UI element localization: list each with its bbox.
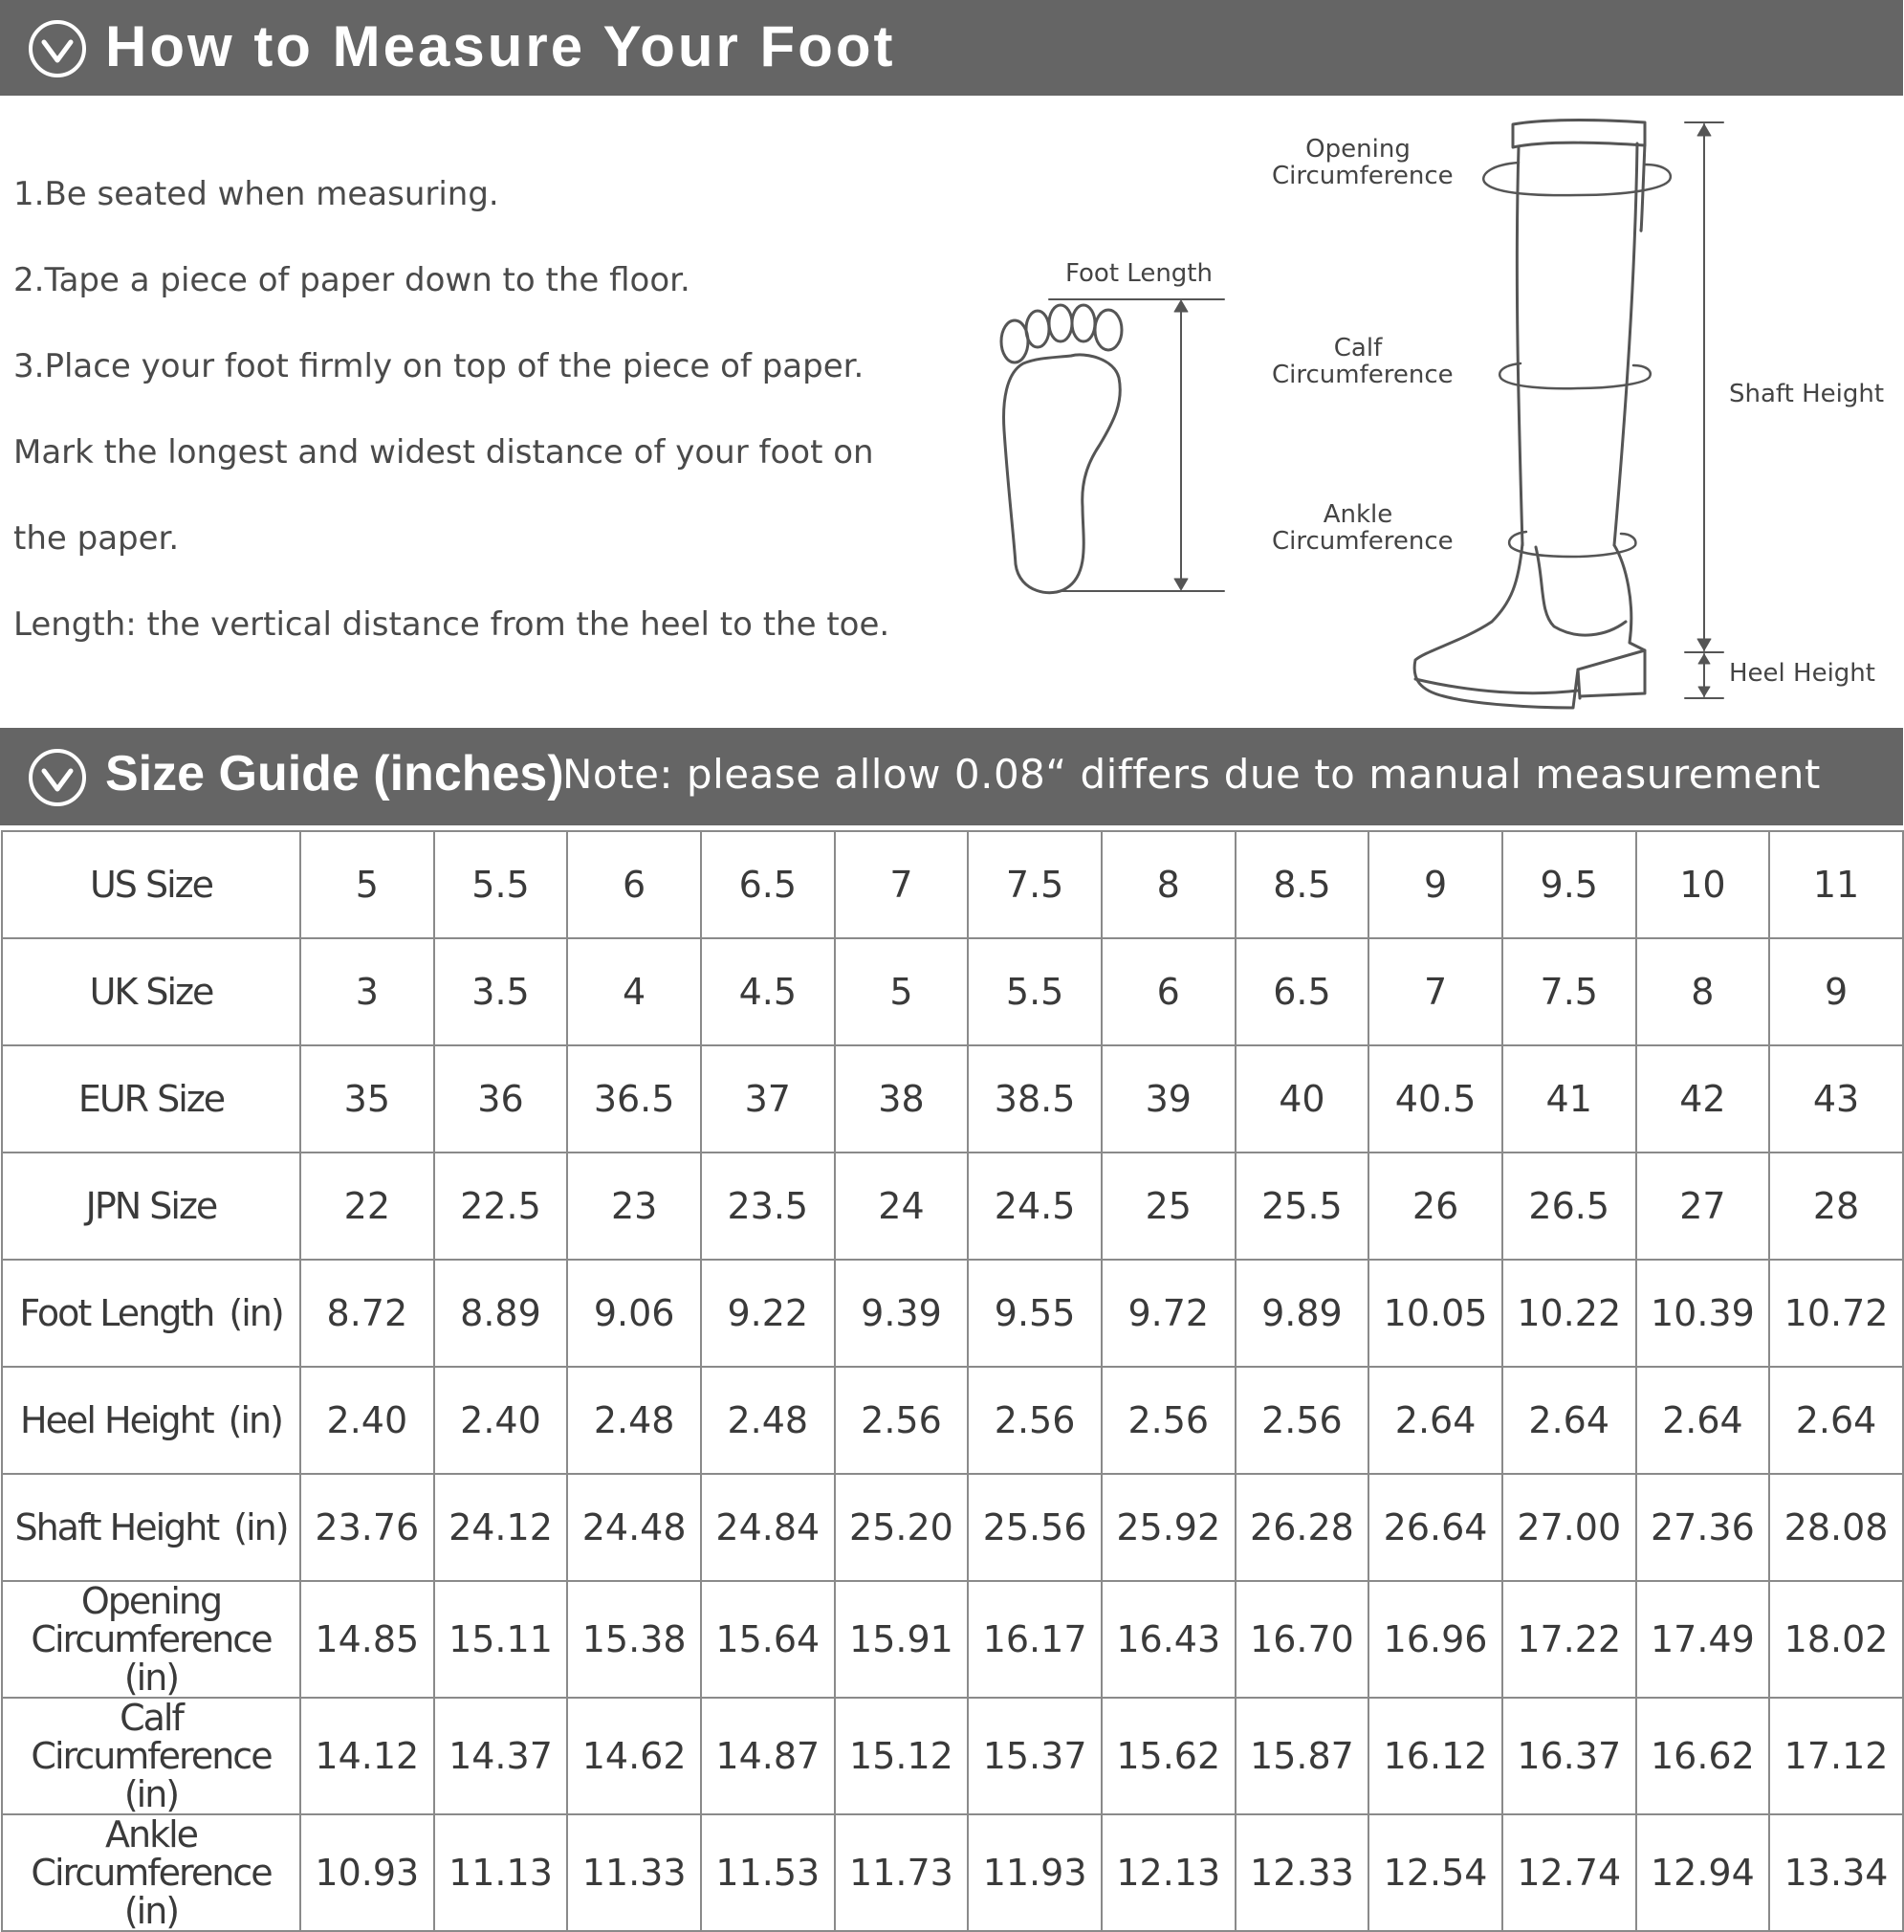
table-cell: 12.74 [1502,1814,1636,1931]
table-cell: 9 [1368,831,1502,938]
table-cell: 37 [701,1045,835,1153]
table-cell: 2.48 [701,1367,835,1474]
table-cell: 38 [835,1045,969,1153]
table-cell: 25.56 [968,1474,1102,1581]
table-cell: 26 [1368,1153,1502,1260]
instruction-line: Mark the longest and widest distance of your foot on [13,433,874,472]
table-cell: 11.33 [567,1814,701,1931]
table-cell: 15.87 [1236,1698,1369,1814]
row-label [2,1153,300,1260]
table-row [2,1260,1903,1367]
row-label-unit: (in) [233,1506,288,1548]
table-cell: 25.20 [835,1474,969,1581]
table-cell: 42 [1636,1045,1770,1153]
table-cell: 12.33 [1236,1814,1369,1931]
table-cell: 2.40 [300,1367,434,1474]
instruction-line: 1.Be seated when measuring. [13,175,499,213]
row-label [2,1581,300,1698]
size-guide-title: Size Guide (inches) [105,746,564,801]
row-label-line1: Opening [80,1580,222,1622]
table-cell: 24.5 [968,1153,1102,1260]
row-label-line1: Ankle [104,1813,198,1855]
table-cell: 15.38 [567,1581,701,1698]
table-cell: 2.48 [567,1367,701,1474]
table-cell: 10.22 [1502,1260,1636,1367]
table-cell: 2.64 [1769,1367,1903,1474]
table-cell: 27 [1636,1153,1770,1260]
table-cell: 22 [300,1153,434,1260]
table-cell: 4.5 [701,938,835,1045]
calf-label-line2: Circumference [1272,361,1454,389]
row-label [2,1814,300,1931]
table-cell: 16.43 [1102,1581,1236,1698]
table-cell: 28 [1769,1153,1903,1260]
size-guide-note: Note: please allow 0.08“ differs due to manual measurement [562,751,1821,798]
table-cell: 43 [1769,1045,1903,1153]
table-cell: 9.55 [968,1260,1102,1367]
table-cell: 8.72 [300,1260,434,1367]
opening-circumference-label [1272,135,1454,190]
table-cell: 15.37 [968,1698,1102,1814]
table-cell: 24.84 [701,1474,835,1581]
table-row [2,1367,1903,1474]
table-cell: 6 [567,831,701,938]
table-cell: 27.36 [1636,1474,1770,1581]
row-label-text: Shaft Height [14,1506,219,1548]
instruction-line: 2.Tape a piece of paper down to the floor. [13,261,690,299]
table-cell: 11.53 [701,1814,835,1931]
row-label-line1: Calf [120,1697,183,1739]
table-cell: 17.12 [1769,1698,1903,1814]
table-cell: 36 [434,1045,568,1153]
table-cell: 7.5 [1502,938,1636,1045]
table-cell: 11.93 [968,1814,1102,1931]
table-row [2,831,1903,938]
table-cell: 25 [1102,1153,1236,1260]
table-cell: 4 [567,938,701,1045]
table-cell: 2.40 [434,1367,568,1474]
table-row [2,938,1903,1045]
table-cell: 9.5 [1502,831,1636,938]
table-cell: 15.64 [701,1581,835,1698]
table-cell: 3.5 [434,938,568,1045]
measurement-diagram [995,105,1903,717]
table-cell: 2.64 [1636,1367,1770,1474]
size-guide-banner [0,728,1903,825]
opening-label-line2: Circumference [1272,162,1454,190]
table-cell: 26.64 [1368,1474,1502,1581]
table-cell: 40 [1236,1045,1369,1153]
table-cell: 10.93 [300,1814,434,1931]
table-cell: 14.62 [567,1698,701,1814]
table-cell: 25.5 [1236,1153,1369,1260]
table-cell: 12.54 [1368,1814,1502,1931]
table-cell: 10.72 [1769,1260,1903,1367]
table-cell: 6 [1102,938,1236,1045]
table-cell: 9.06 [567,1260,701,1367]
measure-header-banner [0,0,1903,96]
table-row [2,1581,1903,1698]
row-label [2,1367,300,1474]
boot-outline-icon [1414,121,1645,708]
table-cell: 41 [1502,1045,1636,1153]
row-label-line2: Circumference (in) [31,1618,272,1699]
ankle-label-line1: Ankle [1323,500,1393,529]
table-cell: 6.5 [1236,938,1369,1045]
table-cell: 27.00 [1502,1474,1636,1581]
table-cell: 9 [1769,938,1903,1045]
table-cell: 38.5 [968,1045,1102,1153]
chevron-down-circle-icon [27,18,88,79]
table-cell: 15.12 [835,1698,969,1814]
row-label-unit: (in) [229,1292,283,1334]
table-cell: 9.89 [1236,1260,1369,1367]
heel-height-label: Heel Height [1729,659,1875,688]
table-cell: 5 [835,938,969,1045]
row-label-text: UK Size [89,971,213,1013]
row-label-text: JPN Size [85,1185,217,1227]
table-cell: 26.5 [1502,1153,1636,1260]
table-cell: 11 [1769,831,1903,938]
table-cell: 7 [1368,938,1502,1045]
table-cell: 15.11 [434,1581,568,1698]
ankle-circumference-label [1272,500,1454,556]
size-table-body [2,831,1903,1931]
row-label-line2: Circumference (in) [31,1735,272,1815]
table-cell: 15.62 [1102,1698,1236,1814]
opening-label-line1: Opening [1305,135,1411,164]
table-cell: 5.5 [968,938,1102,1045]
table-cell: 24 [835,1153,969,1260]
table-cell: 8 [1636,938,1770,1045]
table-cell: 16.17 [968,1581,1102,1698]
page-title: How to Measure Your Foot [105,14,896,78]
table-cell: 5 [300,831,434,938]
row-label-text: Heel Height [20,1399,213,1441]
table-cell: 14.87 [701,1698,835,1814]
table-cell: 15.91 [835,1581,969,1698]
table-cell: 16.37 [1502,1698,1636,1814]
chevron-down-circle-icon [27,747,88,808]
table-cell: 8.89 [434,1260,568,1367]
shaft-height-label: Shaft Height [1729,380,1885,408]
row-label [2,1260,300,1367]
table-cell: 12.94 [1636,1814,1770,1931]
row-label-text: EUR Size [77,1078,225,1120]
table-cell: 28.08 [1769,1474,1903,1581]
table-cell: 23.5 [701,1153,835,1260]
table-cell: 14.37 [434,1698,568,1814]
table-cell: 2.56 [835,1367,969,1474]
table-cell: 2.64 [1368,1367,1502,1474]
instruction-line: the paper. [13,519,180,558]
table-cell: 9.22 [701,1260,835,1367]
table-cell: 35 [300,1045,434,1153]
table-cell: 7.5 [968,831,1102,938]
table-cell: 13.34 [1769,1814,1903,1931]
table-cell: 10 [1636,831,1770,938]
size-table [1,830,1904,1932]
calf-label-line1: Calf [1333,334,1383,362]
table-cell: 2.64 [1502,1367,1636,1474]
table-cell: 17.49 [1636,1581,1770,1698]
table-cell: 23 [567,1153,701,1260]
row-label-text: US Size [89,864,213,906]
table-cell: 40.5 [1368,1045,1502,1153]
instruction-line: Length: the vertical distance from the heel to the toe. [13,605,890,644]
table-cell: 14.85 [300,1581,434,1698]
table-cell: 2.56 [968,1367,1102,1474]
table-cell: 39 [1102,1045,1236,1153]
row-label [2,1698,300,1814]
table-row [2,1698,1903,1814]
table-cell: 11.13 [434,1814,568,1931]
table-cell: 8 [1102,831,1236,938]
table-cell: 9.39 [835,1260,969,1367]
table-cell: 10.39 [1636,1260,1770,1367]
table-cell: 8.5 [1236,831,1369,938]
row-label [2,831,300,938]
row-label-line2: Circumference (in) [31,1852,272,1932]
table-cell: 22.5 [434,1153,568,1260]
foot-length-label: Foot Length [1065,259,1213,288]
table-cell: 24.12 [434,1474,568,1581]
table-cell: 17.22 [1502,1581,1636,1698]
table-cell: 16.12 [1368,1698,1502,1814]
table-cell: 3 [300,938,434,1045]
table-cell: 11.73 [835,1814,969,1931]
row-label [2,938,300,1045]
table-cell: 16.62 [1636,1698,1770,1814]
table-cell: 5.5 [434,831,568,938]
row-label-text: Foot Length [19,1292,214,1334]
table-cell: 25.92 [1102,1474,1236,1581]
table-row [2,1153,1903,1260]
table-row [2,1045,1903,1153]
table-cell: 24.48 [567,1474,701,1581]
table-cell: 6.5 [701,831,835,938]
table-cell: 23.76 [300,1474,434,1581]
table-cell: 2.56 [1102,1367,1236,1474]
table-cell: 16.96 [1368,1581,1502,1698]
row-label [2,1045,300,1153]
row-label [2,1474,300,1581]
table-cell: 36.5 [567,1045,701,1153]
ankle-label-line2: Circumference [1272,527,1454,556]
table-cell: 12.13 [1102,1814,1236,1931]
foot-outline-icon [1001,305,1122,593]
instructions-list [13,151,970,668]
instruction-line: 3.Place your foot firmly on top of the piece of paper. [13,347,864,385]
table-cell: 7 [835,831,969,938]
table-cell: 2.56 [1236,1367,1369,1474]
table-cell: 9.72 [1102,1260,1236,1367]
table-cell: 18.02 [1769,1581,1903,1698]
table-cell: 14.12 [300,1698,434,1814]
calf-circumference-label [1272,334,1454,389]
table-cell: 10.05 [1368,1260,1502,1367]
diagram-drawing [995,105,1903,717]
table-row [2,1814,1903,1931]
table-cell: 16.70 [1236,1581,1369,1698]
row-label-unit: (in) [228,1399,282,1441]
table-row [2,1474,1903,1581]
table-cell: 26.28 [1236,1474,1369,1581]
